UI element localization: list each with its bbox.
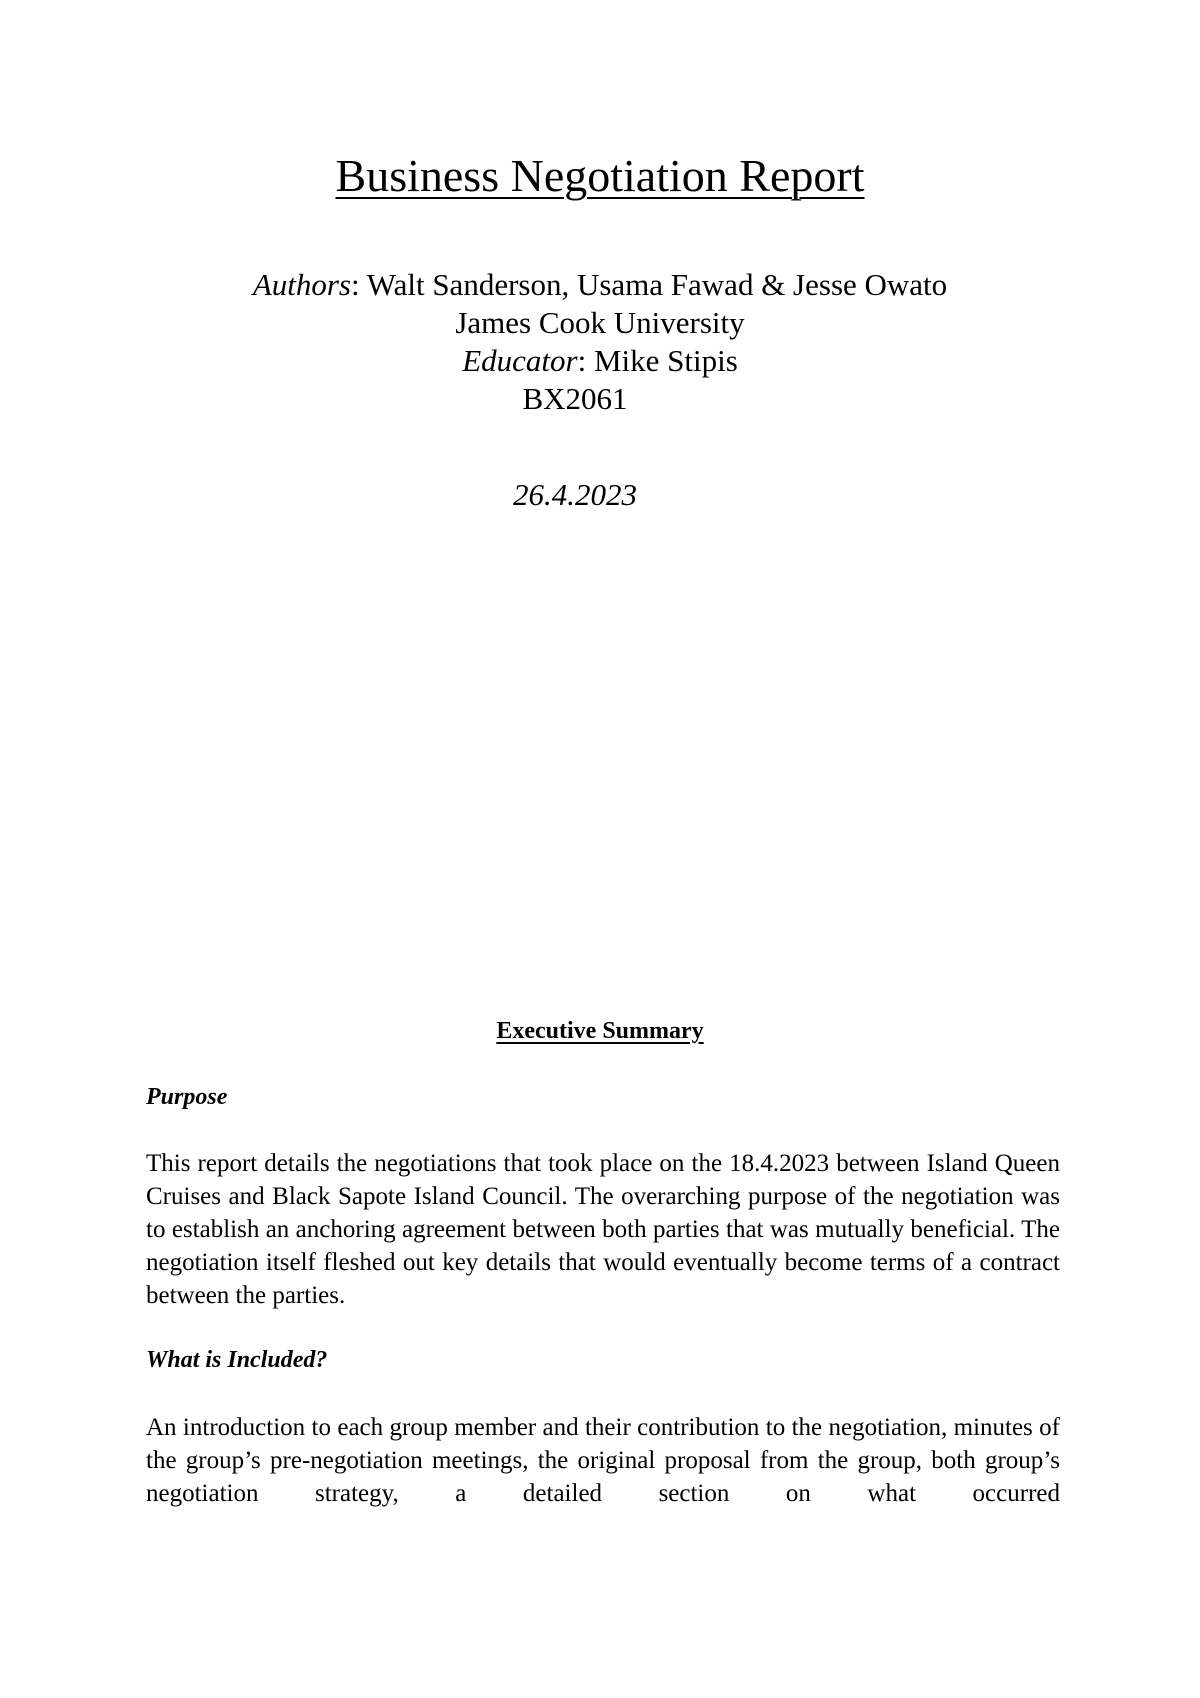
educator-line [0, 342, 1200, 380]
purpose-heading: Purpose [146, 1084, 228, 1110]
educator-name: : Mike Stipis [577, 343, 738, 378]
what-is-included-paragraph: An introduction to each group member and their contribution to the negotiation, minutes of the group’s pre-negotiation meetings, the original proposal from the group, both group’s negotiation strategy, a detailed section on what occurred [146, 1414, 1060, 1507]
authors-label: Authors [252, 267, 351, 302]
report-date: 26.4.2023 [513, 477, 637, 512]
report-title: Business Negotiation Report [335, 150, 865, 201]
purpose-paragraph: This report details the negotiations that took place on the 18.4.2023 between Island Queen Cruises and Black Sapote Island Council. The overarching purpose of the negotiation was to establish an anchoring agreement between both parties that was mutually beneficial. The negotiation itself fleshed out key details that would eventually become terms of a contract between the parties. [146, 1150, 1060, 1309]
course-code: BX2061 [522, 381, 628, 416]
university-line: James Cook University [455, 305, 745, 340]
what-is-included-heading: What is Included? [146, 1347, 328, 1373]
educator-label: Educator [462, 343, 578, 378]
authors-names: : Walt Sanderson, Usama Fawad & Jesse Owato [351, 267, 948, 302]
executive-summary-heading: Executive Summary [496, 1018, 704, 1044]
authors-line [0, 266, 1200, 304]
